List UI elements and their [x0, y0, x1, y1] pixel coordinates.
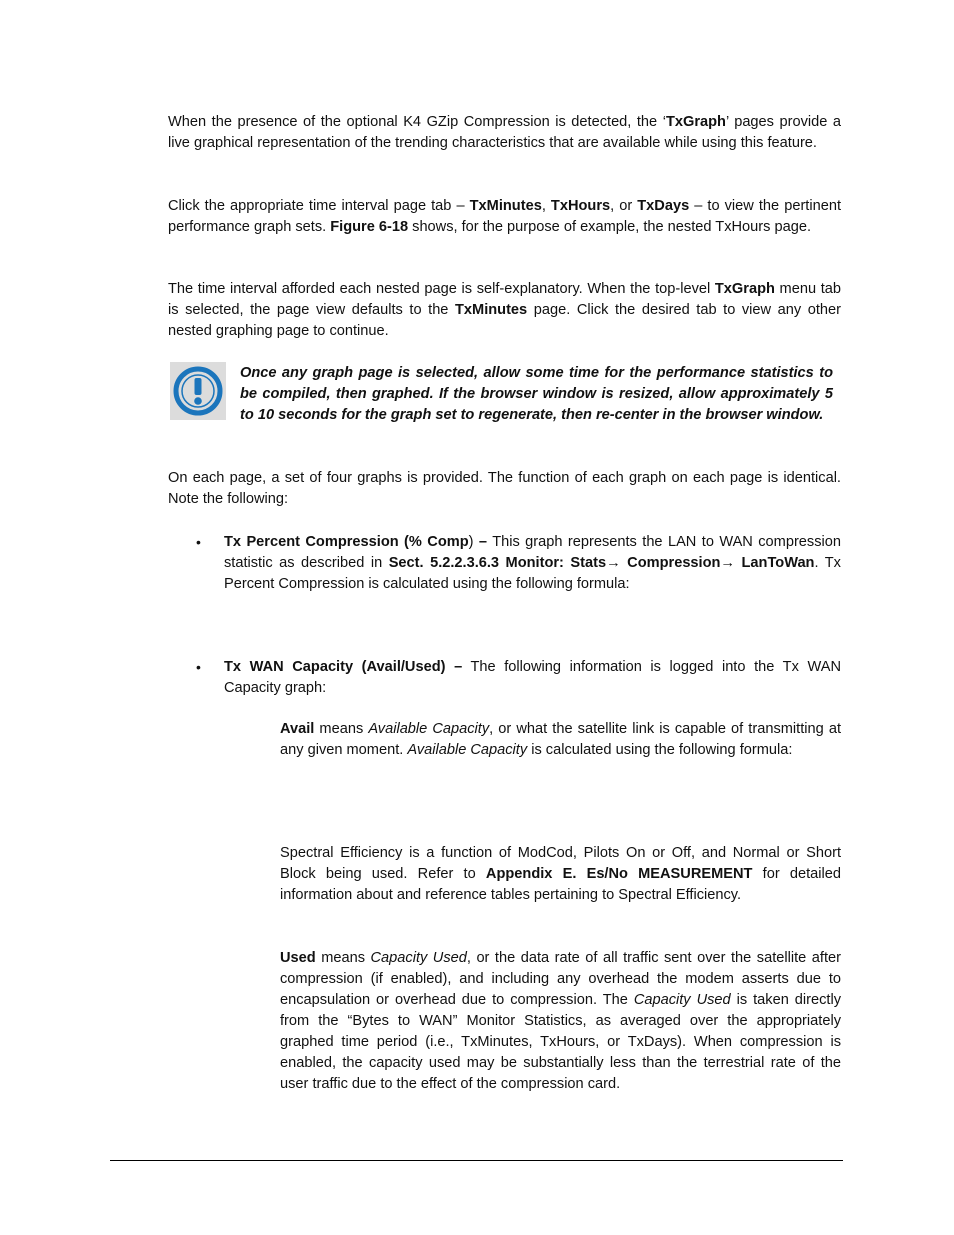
text-run: is taken directly from the “Bytes to WAN” Monitor Statistics, as averaged over the appropriately graphed time period (i.e., TxMinutes, TxHours, or TxDays). When compression is enabled, the capacity used may be substantially less than the terrestrial rate of the user traffic due to the effect of the compression card.	[280, 992, 841, 1092]
interval-paragraph	[168, 279, 841, 342]
text-run: , or	[610, 198, 638, 214]
text-run: is calculated using the following formula:	[527, 742, 793, 758]
text-run: ,	[541, 198, 551, 214]
italic-run: Available Capacity	[407, 742, 528, 758]
note-text: Once any graph page is selected, allow some time for the performance statistics to be compiled, then graphed. If the browser window is resized, allow approximately 5 to 10 seconds for the graph set to regenerate, then re-center in the browser window.	[240, 365, 833, 423]
bold-run: Used	[280, 950, 316, 966]
text-run: The following information is logged into the Tx WAN Capacity graph:	[224, 659, 841, 696]
bold-run: TxHours	[550, 198, 611, 214]
spectral-efficiency-paragraph	[280, 843, 841, 906]
bold-run: TxMinutes	[469, 198, 542, 214]
text-run: for detailed information about and reference tables pertaining to Spectral Efficiency.	[280, 866, 841, 903]
avail-paragraph	[280, 719, 841, 761]
bullet-wan-capacity	[224, 657, 841, 699]
footer-rule	[110, 1160, 843, 1161]
text-run: , or what the satellite link is capable of transmitting at any given moment.	[280, 721, 841, 758]
text-run: means	[314, 721, 369, 737]
italic-run: Capacity Used	[370, 950, 467, 966]
intro-paragraph	[168, 112, 841, 154]
text-run: )	[468, 534, 479, 550]
bullet-percent-compression	[224, 532, 841, 595]
graphs-paragraph: On each page, a set of four graphs is provided. The function of each graph on each page is identical. Note the following:	[168, 470, 841, 507]
bold-run: Appendix E. Es/No MEASUREMENT	[485, 866, 753, 882]
bullet-marker: •	[196, 534, 201, 550]
text-run: means	[315, 950, 371, 966]
bold-run: Figure 6-18	[330, 219, 409, 235]
tabs-paragraph	[168, 196, 841, 238]
italic-run: Capacity Used	[633, 992, 731, 1008]
text-run: . Tx Percent Compression is calculated using the following formula:	[224, 555, 841, 592]
italic-run: Available Capacity	[368, 721, 490, 737]
text-run: – to view the pertinent performance graph sets.	[168, 198, 842, 235]
bold-run: –	[478, 534, 488, 550]
bold-run: TxGraph	[714, 281, 775, 297]
text-run: shows, for the purpose of example, the nested TxHours page.	[408, 219, 812, 235]
bullet-marker: •	[196, 659, 201, 675]
bold-run: TxDays	[637, 198, 690, 214]
text-run: The time interval afforded each nested page is self-explanatory. When the top-level	[168, 281, 715, 297]
bold-run: Tx WAN Capacity (Avail/Used) –	[224, 659, 463, 675]
text-run: When the presence of the optional K4 GZip Compression is detected, the ‘	[168, 114, 666, 130]
text-run: This graph represents the LAN to WAN compression statistic as described in	[224, 534, 841, 571]
used-paragraph	[280, 948, 841, 1095]
bold-run: Avail	[280, 721, 315, 737]
bold-run: Sect. 5.2.2.3.6.3 Monitor: Stats→ Compression→ LanToWan	[388, 555, 815, 571]
text-run: Spectral Efficiency is a function of ModCod, Pilots On or Off, and Normal or Short Block being used. Refer to	[280, 845, 841, 882]
exclamation-circle-icon	[170, 362, 226, 420]
bold-run: TxMinutes	[455, 302, 528, 318]
text-run: page. Click the desired tab to view any other nested graphing page to continue.	[168, 302, 841, 339]
text-run: , or the data rate of all traffic sent over the satellite after compression (if enabled), and including any overhead the modem asserts due to encapsulation or overhead due to compression. The	[280, 950, 841, 1008]
text-run: ’ pages provide a live graphical representation of the trending characteristics that are available while using this feature.	[168, 114, 842, 151]
text-run: menu tab is selected, the page view defaults to the	[168, 281, 842, 318]
text-run: Click the appropriate time interval page tab –	[168, 198, 470, 214]
bold-run: TxGraph	[665, 114, 726, 130]
bold-run: Tx Percent Compression (% Comp	[224, 534, 469, 550]
